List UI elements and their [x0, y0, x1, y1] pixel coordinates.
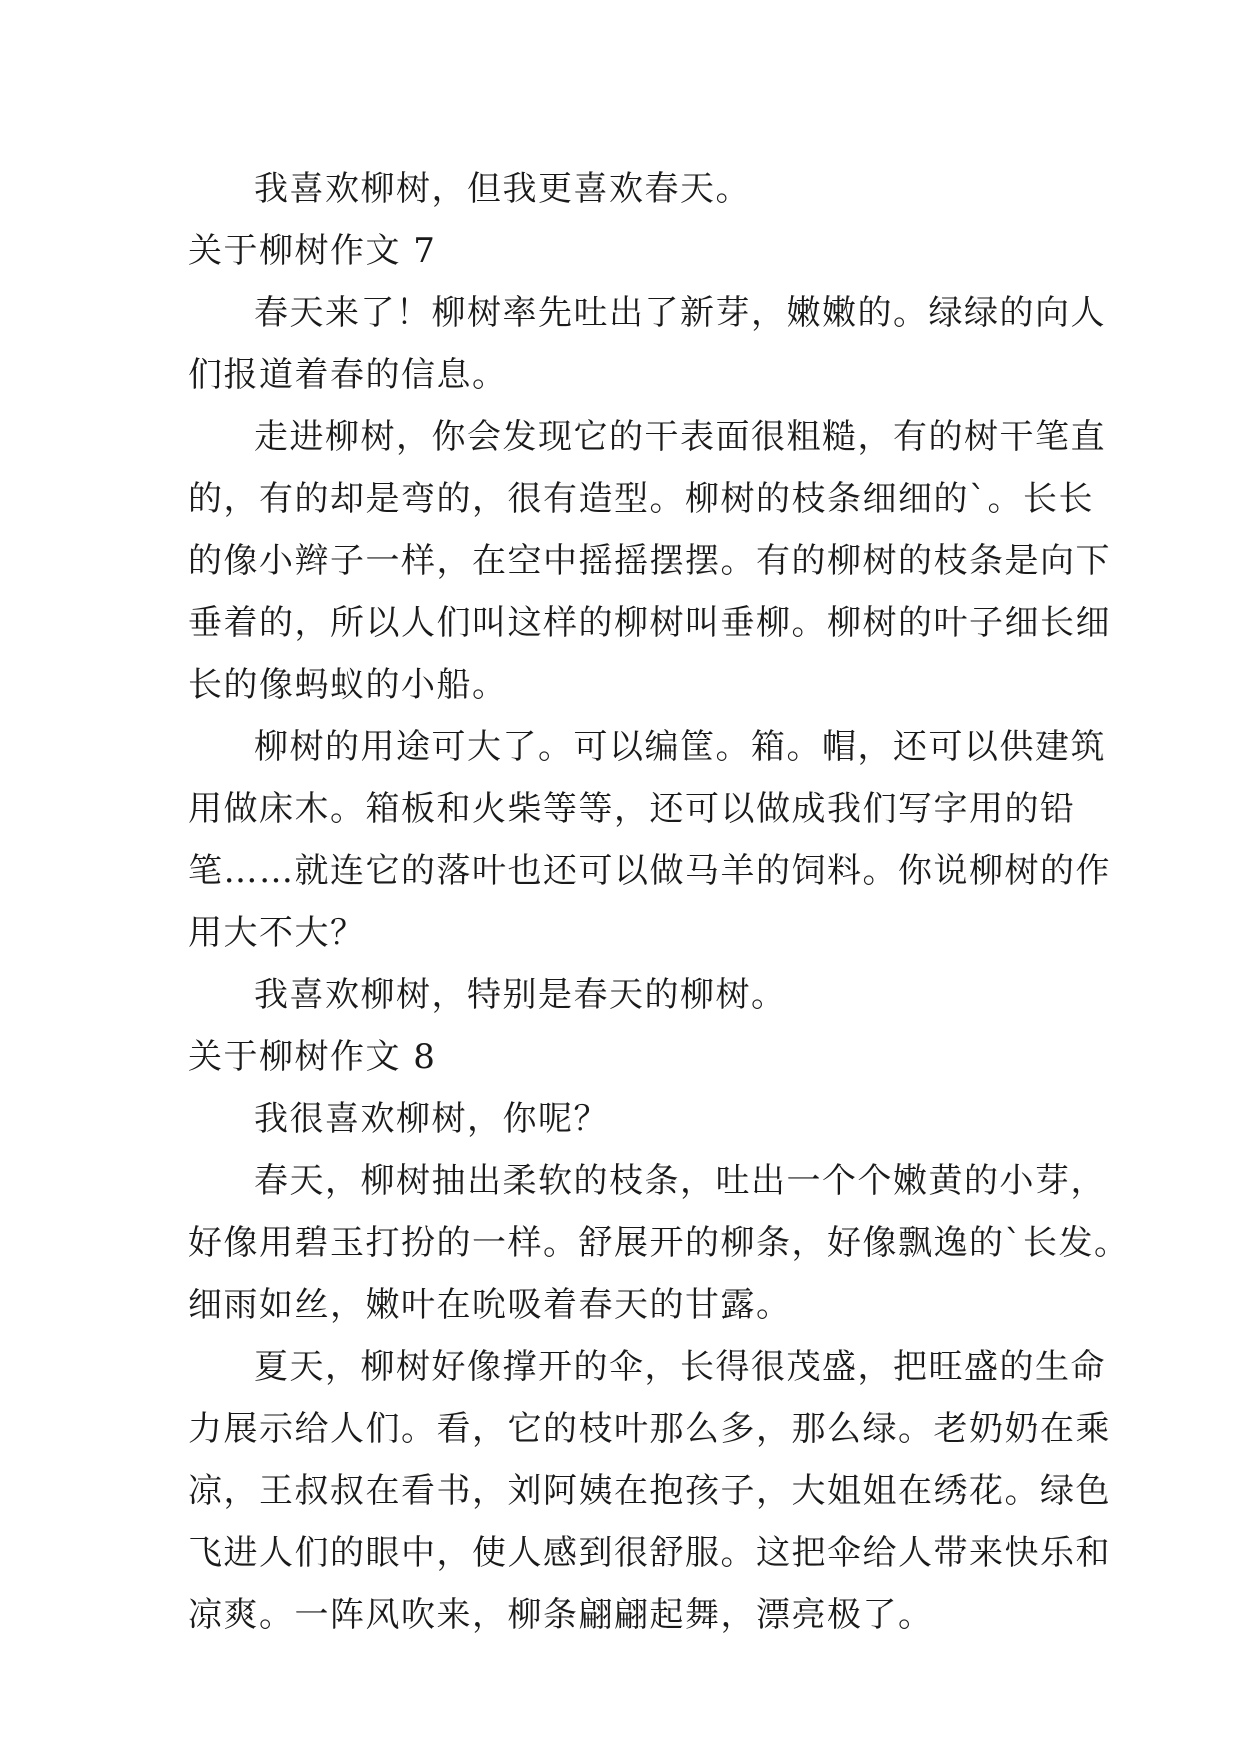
paragraph-line: 走进柳树，你会发现它的干表面很粗糙，有的树干笔直: [254, 417, 1106, 457]
paragraph-line: 的像小辫子一样，在空中摇摇摆摆。有的柳树的枝条是向下: [188, 541, 1111, 581]
paragraph-line: 柳树的用途可大了。可以编筐。箱。帽，还可以供建筑: [254, 727, 1106, 767]
document-body: [188, 158, 1130, 1646]
section-heading: 关于柳树作文 7: [188, 231, 437, 271]
paragraph-line: 夏天，柳树好像撑开的伞，长得很茂盛，把旺盛的生命: [254, 1347, 1106, 1387]
paragraph-line: 我很喜欢柳树，你呢？: [254, 1099, 609, 1139]
paragraph-line: 们报道着春的信息。: [188, 355, 508, 395]
paragraph-line: 用大不大？: [188, 913, 366, 953]
paragraph-line: 我喜欢柳树，但我更喜欢春天。: [254, 169, 751, 209]
paragraph-line: 细雨如丝，嫩叶在吮吸着春天的甘露。: [188, 1285, 792, 1325]
paragraph-line: 用做床木。箱板和火柴等等，还可以做成我们写字用的铅: [188, 789, 1076, 829]
paragraph-line: 春天来了！柳树率先吐出了新芽，嫩嫩的。绿绿的向人: [254, 293, 1106, 333]
paragraph-line: 长的像蚂蚁的小船。: [188, 665, 508, 705]
paragraph-line: 的，有的却是弯的，很有造型。柳树的枝条细细的`。长长: [188, 479, 1094, 519]
paragraph-line: 凉，王叔叔在看书，刘阿姨在抱孩子，大姐姐在绣花。绿色: [188, 1471, 1111, 1511]
paragraph-line: 垂着的，所以人们叫这样的柳树叫垂柳。柳树的叶子细长细: [188, 603, 1111, 643]
paragraph-line: 我喜欢柳树，特别是春天的柳树。: [254, 975, 787, 1015]
paragraph-line: 力展示给人们。看，它的枝叶那么多，那么绿。老奶奶在乘: [188, 1409, 1111, 1449]
paragraph-line: 春天，柳树抽出柔软的枝条，吐出一个个嫩黄的小芽，: [254, 1161, 1106, 1201]
paragraph-line: 好像用碧玉打扮的一样。舒展开的柳条，好像飘逸的`长发。: [188, 1223, 1130, 1263]
section-heading: 关于柳树作文 8: [188, 1037, 437, 1077]
paragraph-line: 飞进人们的眼中，使人感到很舒服。这把伞给人带来快乐和: [188, 1533, 1111, 1573]
paragraph-line: 凉爽。一阵风吹来，柳条翩翩起舞，漂亮极了。: [188, 1595, 934, 1635]
paragraph-line: 笔……就连它的落叶也还可以做马羊的饲料。你说柳树的作: [188, 851, 1111, 891]
